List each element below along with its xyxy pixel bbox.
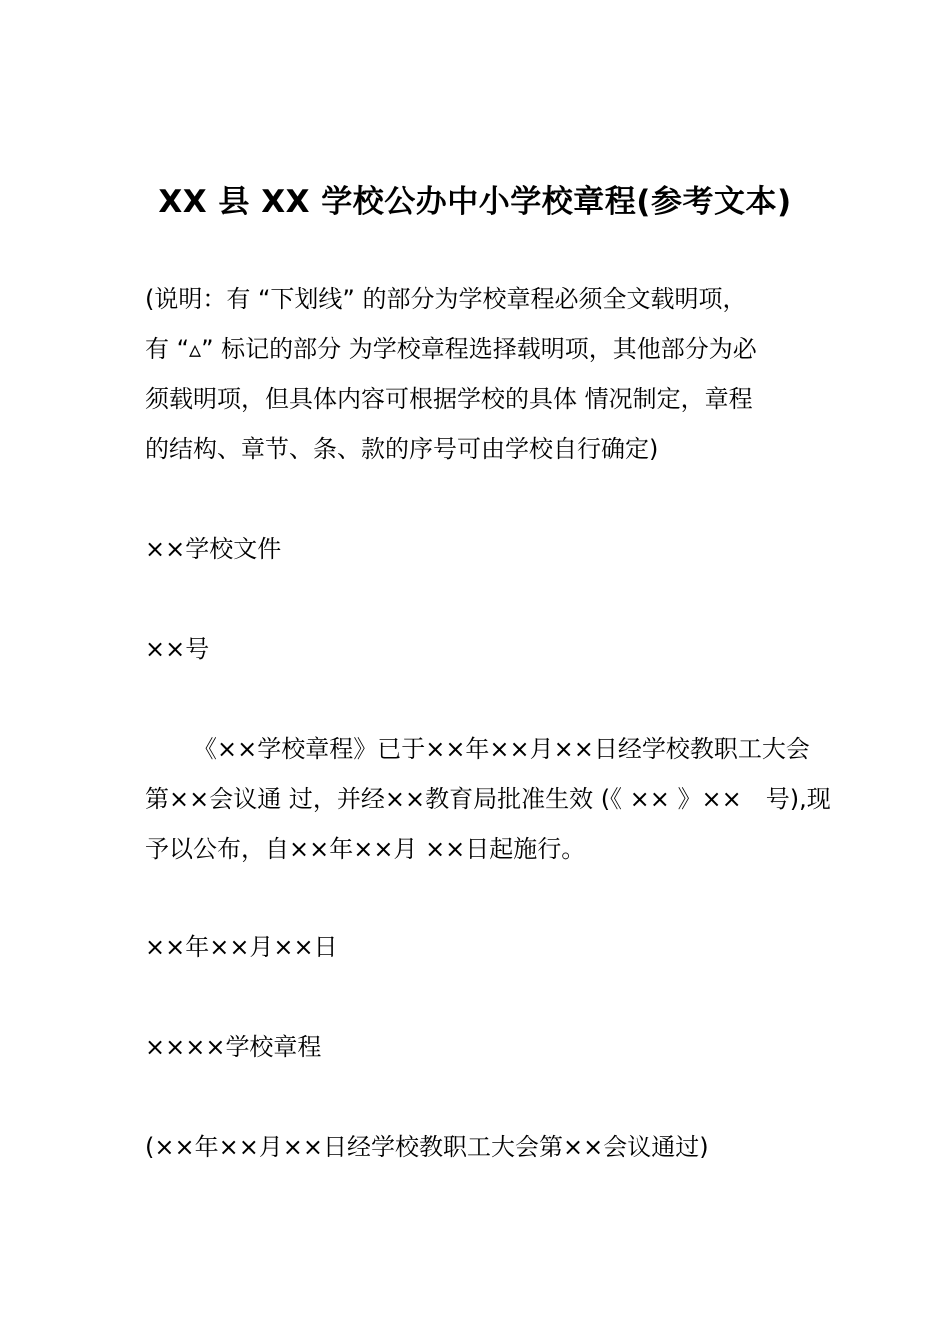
document-number: ××号 [145,635,210,663]
announcement-line: 第××会议通 过，并经××教育局批准生效 (《 ×× 》×× 号),现 [145,785,831,813]
announcement-line: 予以公布，自××年××月 ××日起施行。 [145,835,586,863]
note-line: 有 “▵” 标记的部分 为学校章程选择载明项，其他部分为必 [145,335,757,363]
passed-note: (××年××月××日经学校教职工大会第××会议通过) [145,1133,709,1161]
note-line: 须载明项，但具体内容可根据学校的具体 情况制定，章程 [145,385,753,413]
note-line: 的结构、章节、条、款的序号可由学校自行确定) [145,435,659,463]
note-line: (说明：有 “下划线” 的部分为学校章程必须全文载明项， [145,285,747,313]
charter-title: ××××学校章程 [145,1033,322,1061]
document-title: XX 县 XX 学校公办中小学校章程(参考文本) [158,184,792,220]
announcement-line: 《××学校章程》已于××年××月××日经学校教职工大会 [193,735,810,763]
explanatory-note [145,274,810,474]
document-file-label: ××学校文件 [145,535,282,563]
announcement-paragraph [145,724,831,874]
document-date: ××年××月××日 [145,933,338,961]
